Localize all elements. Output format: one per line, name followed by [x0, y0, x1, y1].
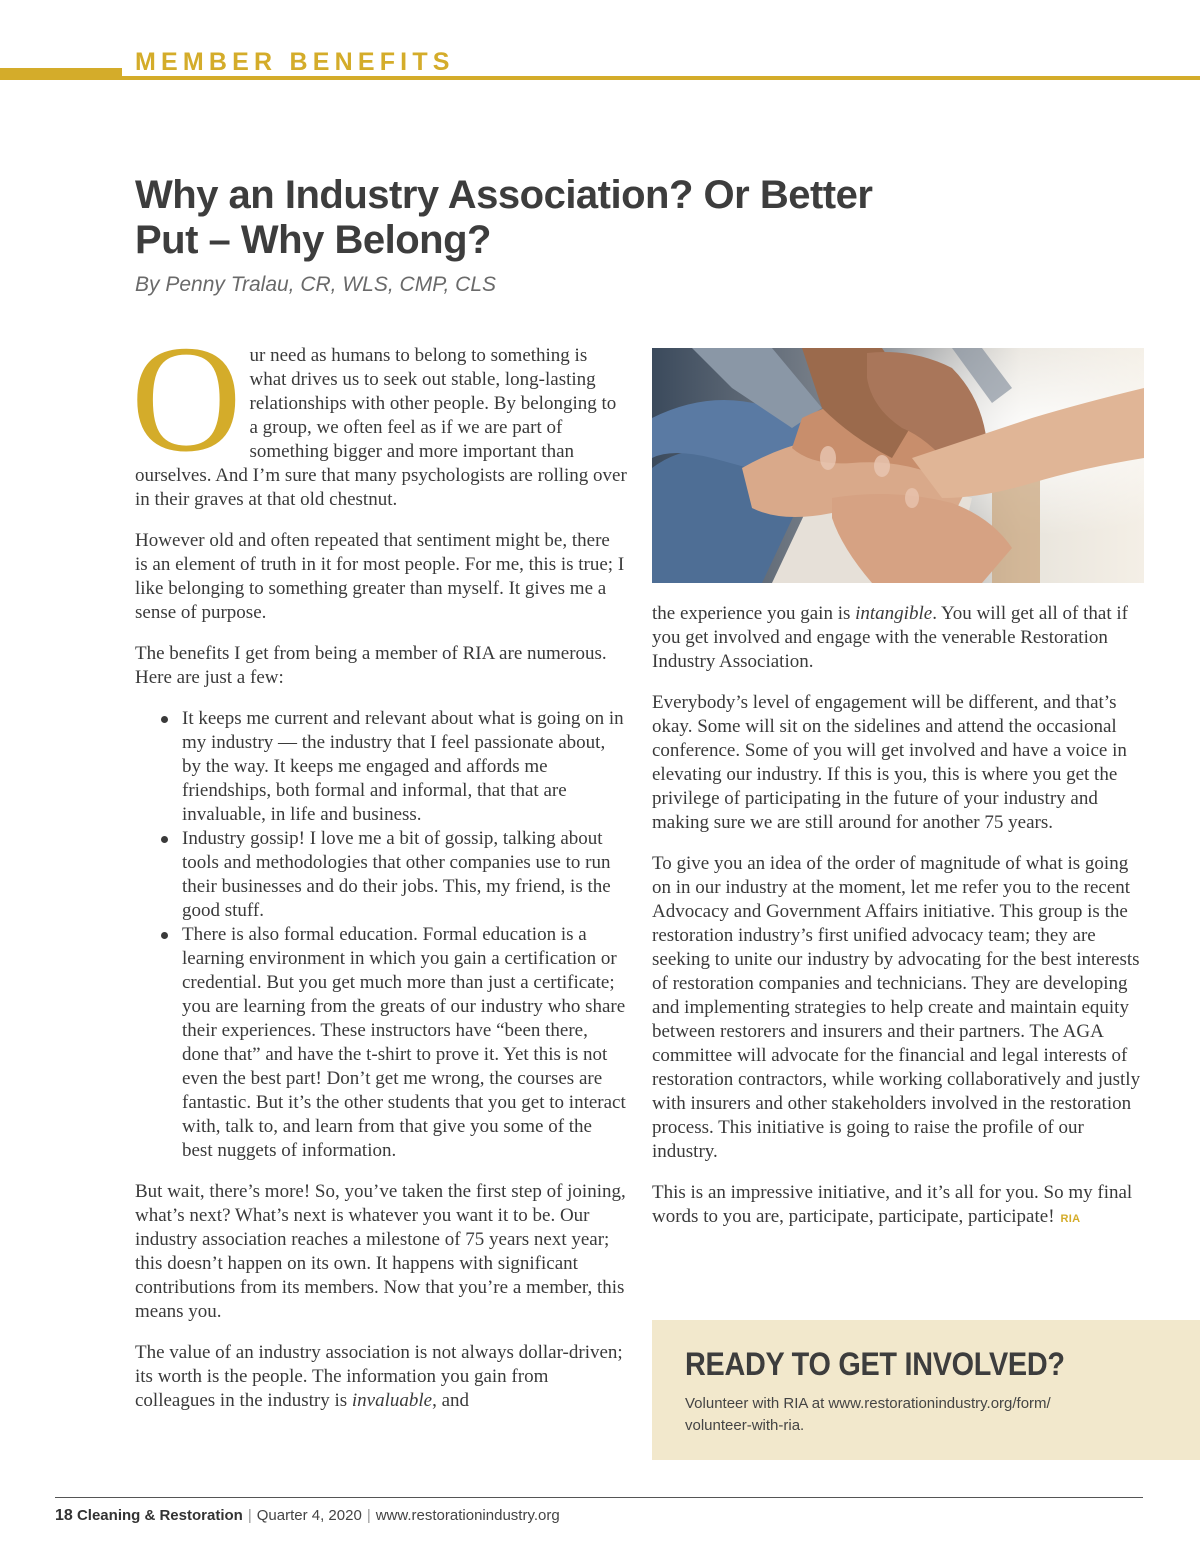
magazine-name: Cleaning & Restoration — [76, 1507, 243, 1524]
list-item-text: It keeps me current and relevant about what is going on in my industry — the industry that I feel passionate about, by the way. It keeps me engaged and affords me friendships, both formal and informal, that that are invaluable, in life and business. — [182, 708, 624, 825]
issue-date: Quarter 4, 2020 — [256, 1507, 362, 1524]
bullet-icon — [161, 716, 168, 723]
section-label: MEMBER BENEFITS — [135, 48, 455, 76]
callout-box — [652, 1320, 1200, 1460]
title-line-2: Put – Why Belong? — [135, 218, 491, 262]
list-item — [182, 707, 627, 827]
list-item — [182, 923, 627, 1163]
list-item — [182, 827, 627, 923]
p6-end: . You will get all of that if you get involved and engage with the venerable Restoration Industry Association. — [652, 603, 1128, 672]
paragraph-2: However old and often repeated that sentiment might be, there is an element of truth in it for most people. For me, this is true; I like belonging to something greater than myself. It gives me a sense of purpose. — [135, 530, 625, 623]
list-item-text: There is also formal education. Formal education is a learning environment in which you gain a certification or credential. But you get much more than just a certificate; you are learning from the greats of our industry who share their experiences. These instructors have “been there, done that” and have the t-shirt to prove it. Yet this is not even the best part! Don’t get me wrong, the courses are fantastic. But it’s the other students that you get to interact with, talk to, and learn from that give you some of the best nuggets of information. — [182, 924, 626, 1161]
p6-start: the experience you gain is — [652, 603, 856, 624]
bullet-icon — [161, 836, 168, 843]
list-item-text: Industry gossip! I love me a bit of gossip, talking about tools and methodologies that other companies use to run their businesses and do their jobs. This, my friend, is the good stuff. — [182, 828, 611, 921]
callout-body — [685, 1393, 1165, 1437]
article-title — [135, 173, 1035, 263]
right-column — [652, 602, 1144, 1248]
hands-together-photo — [652, 348, 1144, 583]
p6-emphasis: intangible — [855, 603, 933, 624]
drop-cap: O — [131, 315, 242, 484]
paragraph-5 — [135, 1341, 627, 1413]
title-line-1: Why an Industry Association? Or Better — [135, 173, 873, 217]
paragraph-6 — [652, 602, 1144, 674]
photo-illustration — [652, 348, 1144, 583]
intro-paragraph — [131, 315, 627, 512]
benefits-list — [135, 707, 627, 1163]
page-number: 18 — [55, 1507, 73, 1524]
left-column — [131, 315, 627, 1430]
intro-text: ur need as humans to belong to something is what drives us to seek out stable, long-lasting relationships with other people. By belonging to a group, we often feel as if we are part of something bigger and more important than ourselves. And I’m sure that many psychologists are rolling over in their graves at that old chestnut. — [135, 345, 627, 510]
end-mark: RIA — [1060, 1213, 1081, 1225]
paragraph-9 — [652, 1181, 1144, 1231]
paragraph-3: The benefits I get from being a member of RIA are numerous. Here are just a few: — [135, 643, 607, 688]
footer-separator: | — [247, 1507, 252, 1524]
footer — [55, 1506, 560, 1526]
footer-separator: | — [366, 1507, 371, 1524]
paragraph-8: To give you an idea of the order of magnitude of what is going on in our industry at the moment, let me refer you to the recent Advocacy and Government Affairs initiative. This group is the restoration industry’s first unified advocacy team; they are seeking to unite our industry by advocating for the best interests of restoration companies and technicians. They are developing and implementing strategies to help create and maintain equity between restorers and insurers and their partners. The AGA committee will advocate for the financial and legal interests of restoration contractors, while working collaboratively and justly with insurers and other stakeholders involved in the restoration process. This initiative is going to raise the profile of our industry. — [652, 853, 1141, 1162]
p5-emphasis: invaluable — [351, 1390, 433, 1411]
p9-text: This is an impressive initiative, and it’s all for you. So my final words to you are, participate, participate, participate! — [652, 1182, 1133, 1227]
callout-title: READY TO GET INVOLVED? — [685, 1346, 1065, 1382]
callout-line-1: Volunteer with RIA at www.restorationindustry.org/form/ — [685, 1395, 1051, 1412]
header-rule-thick — [0, 68, 122, 80]
callout-line-2: volunteer-with-ria. — [685, 1417, 805, 1434]
paragraph-7: Everybody’s level of engagement will be different, and that’s okay. Some will sit on the sidelines and attend the occasional conference. Some of you will get involved and have a voice in elevating our industry. If this is you, this is where you get the privilege of participating in the future of your industry and making sure we are still around for another 75 years. — [652, 692, 1127, 833]
p5-start: The value of an industry association is not always dollar-driven; its worth is the people. The information you gain from colleagues in the industry is — [135, 1342, 623, 1411]
byline: By Penny Tralau, CR, WLS, CMP, CLS — [135, 273, 497, 296]
p5-end: , and — [432, 1390, 470, 1411]
bullet-icon — [161, 932, 168, 939]
paragraph-4: But wait, there’s more! So, you’ve taken the first step of joining, what’s next? What’s next is whatever you want it to be. Our industry association reaches a milestone of 75 years next year; this doesn’t happen on its own. It happens with significant contributions from its members. Now that you’re a member, this means you. — [135, 1181, 626, 1322]
website-link[interactable]: www.restorationindustry.org — [375, 1507, 560, 1524]
header-rule-thin — [122, 76, 1200, 80]
footer-rule — [55, 1497, 1143, 1498]
